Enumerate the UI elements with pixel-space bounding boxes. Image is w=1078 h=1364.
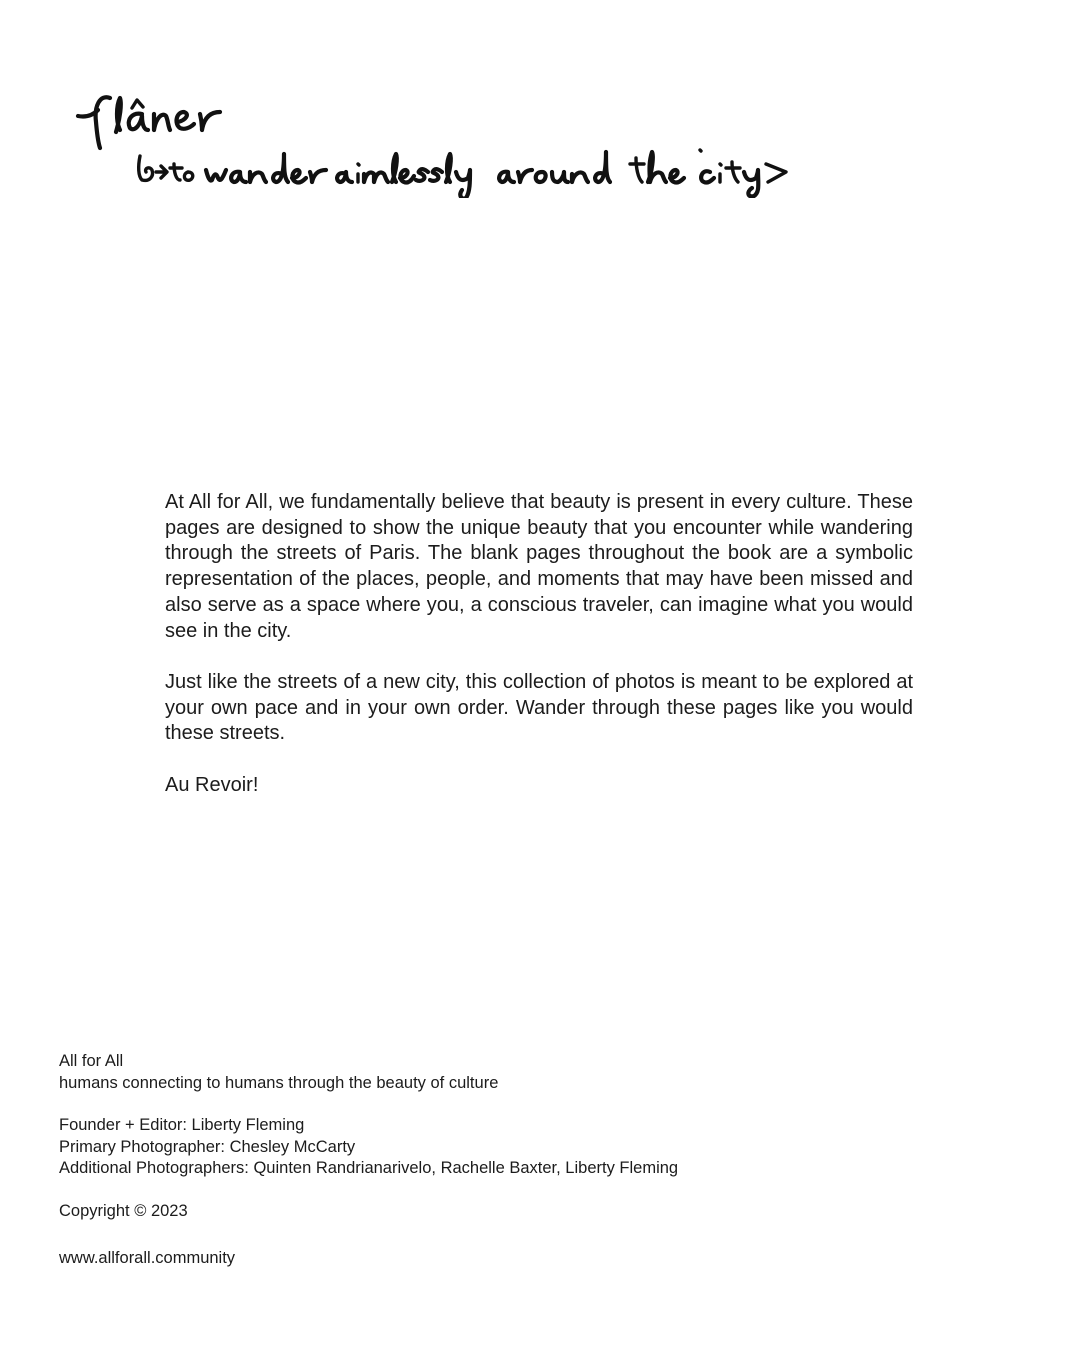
- sign-off: Au Revoir!: [165, 773, 259, 796]
- primary-photographer-credit: Primary Photographer: Chesley McCarty: [59, 1137, 356, 1156]
- additional-photographers-credit: Additional Photographers: Quinten Randrianarivelo, Rachelle Baxter, Liberty Fleming: [59, 1159, 679, 1177]
- handwritten-title: [70, 88, 810, 198]
- intro-paragraph: At All for All, we fundamentally believe that beauty is present in every culture. These pages are designed to show the unique beauty that you encounter while wandering through the streets of Paris. The blank pages throughout the book are a symbolic representation of the places, people, and moments that may have been missed and also serve as a space where you, a conscious traveler, can imagine what you would see in the city.: [165, 491, 913, 642]
- intro-text: [165, 490, 913, 824]
- copyright: Copyright © 2023: [59, 1201, 188, 1220]
- handwritten-word-flaner: [78, 97, 220, 148]
- org-name: All for All: [59, 1052, 124, 1070]
- website-link[interactable]: www.allforall.community: [59, 1249, 236, 1267]
- handwritten-definition: [139, 150, 786, 198]
- colophon: [59, 1051, 959, 1270]
- intro-paragraph: Just like the streets of a new city, this collection of photos is meant to be explored at your own pace and in your own order. Wander through these pages like you would these streets.: [165, 670, 913, 745]
- founder-credit: Founder + Editor: Liberty Fleming: [59, 1116, 305, 1134]
- org-tagline: humans connecting to humans through the beauty of culture: [59, 1073, 499, 1092]
